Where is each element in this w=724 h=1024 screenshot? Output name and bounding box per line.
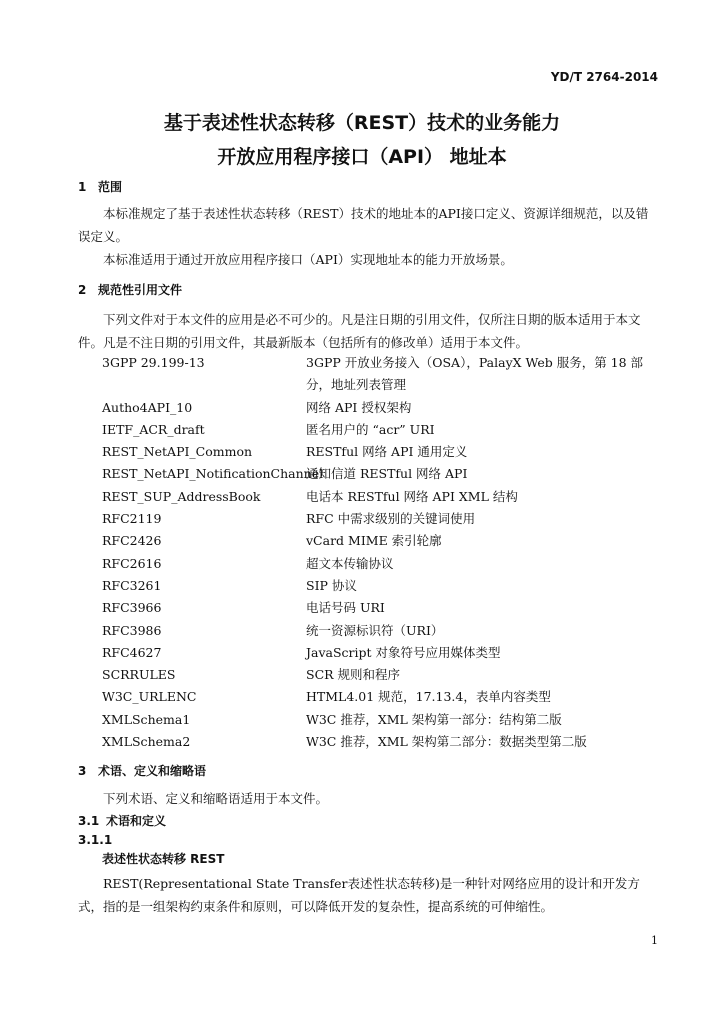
- reference-row: [102, 597, 662, 619]
- reference-description: 网络 API 授权架构: [306, 399, 412, 415]
- reference-row: [102, 575, 662, 597]
- reference-row: [102, 397, 662, 419]
- section-2-heading: [78, 281, 182, 298]
- reference-description: vCard MIME 索引轮廓: [306, 533, 442, 549]
- document-title-line1: 基于表述性状态转移（REST）技术的业务能力: [163, 112, 561, 134]
- reference-code: RFC3986: [102, 622, 162, 638]
- page-number: 1: [651, 934, 658, 947]
- reference-row: [102, 486, 662, 508]
- section-title: 术语、定义和缩略语: [98, 764, 207, 778]
- section-1-heading: [78, 178, 122, 195]
- reference-code: XMLSchema1: [102, 711, 191, 727]
- reference-description: W3C 推荐，XML 架构第二部分：数据类型第二版: [306, 734, 587, 750]
- reference-row: [102, 553, 662, 575]
- reference-description: W3C 推荐，XML 架构第一部分：结构第二版: [306, 711, 562, 727]
- section-2-intro: 下列文件对于本文件的应用是必不可少的。凡是注日期的引用文件，仅所注日期的版本适用于本文件。凡是不注日期的引用文件，其最新版本（包括所有的修改单）适用于本文件。: [78, 312, 641, 350]
- reference-row: [102, 352, 662, 397]
- reference-code: REST_SUP_AddressBook: [102, 488, 261, 504]
- normative-references-list: [102, 352, 662, 753]
- section-title: 范围: [98, 180, 123, 194]
- reference-code: W3C_URLENC: [102, 689, 197, 705]
- reference-description: SIP 协议: [306, 577, 357, 593]
- reference-description: 统一资源标识符（URI）: [306, 622, 444, 638]
- document-title-line2: 开放应用程序接口（API） 地址本: [217, 146, 507, 168]
- reference-code: IETF_ACR_draft: [102, 421, 205, 437]
- reference-code: RFC2616: [102, 555, 162, 571]
- reference-description: SCR 规则和程序: [306, 667, 401, 683]
- reference-description: HTML4.01 规范，17.13.4，表单内容类型: [306, 689, 551, 705]
- reference-row: [102, 686, 662, 708]
- reference-code: RFC3966: [102, 600, 162, 616]
- reference-row: [102, 441, 662, 463]
- reference-row: [102, 463, 662, 485]
- section-1-paragraph-1: 本标准规定了基于表述性状态转移（REST）技术的地址本的API接口定义、资源详细规范，以及错误定义。: [78, 206, 649, 244]
- section-title: 术语和定义: [106, 814, 167, 828]
- reference-code: RFC2119: [102, 511, 162, 527]
- reference-description: 超文本传输协议: [306, 555, 394, 571]
- reference-code: RFC4627: [102, 644, 162, 660]
- section-3-intro: 下列术语、定义和缩略语适用于本文件。: [103, 791, 329, 806]
- reference-description: 3GPP 开放业务接入（OSA），PalayX Web 服务，第 18 部分，地址列表管理: [306, 355, 644, 393]
- reference-code: REST_NetAPI_Common: [102, 444, 253, 460]
- reference-row: [102, 731, 662, 753]
- reference-code: REST_NetAPI_NotificationChannel: [102, 466, 324, 482]
- section-number: 2: [78, 283, 87, 297]
- reference-description: 电话本 RESTful 网络 API XML 结构: [306, 488, 518, 504]
- reference-row: [102, 419, 662, 441]
- reference-row: [102, 642, 662, 664]
- term-definition: REST(Representational State Transfer表述性状态转移)是一种针对网络应用的设计和开发方式，指的是一组架构约束条件和原则，可以降低开发的复杂性，提高系统的可伸缩性。: [78, 876, 640, 914]
- reference-row: [102, 508, 662, 530]
- reference-row: [102, 620, 662, 642]
- subsection-3-1-1-heading: 3.1.1: [78, 833, 113, 847]
- reference-description: JavaScript 对象符号应用媒体类型: [306, 644, 501, 660]
- reference-code: XMLSchema2: [102, 734, 191, 750]
- term-name: 表述性状态转移 REST: [102, 852, 225, 866]
- section-1-paragraph-2: 本标准适用于通过开放应用程序接口（API）实现地址本的能力开放场景。: [103, 252, 513, 267]
- subsection-3-1-heading: [78, 812, 166, 829]
- section-3-heading: [78, 762, 206, 779]
- reference-description: RESTful 网络 API 通用定义: [306, 444, 468, 460]
- section-number: 3.1: [78, 814, 100, 828]
- standard-code: YD/T 2764-2014: [550, 70, 658, 84]
- reference-row: [102, 664, 662, 686]
- section-number: 3: [78, 764, 87, 778]
- reference-description: 匿名用户的 “acr” URI: [306, 421, 435, 437]
- section-number: 1: [78, 180, 87, 194]
- section-title: 规范性引用文件: [98, 283, 183, 297]
- reference-description: RFC 中需求级别的关键词使用: [306, 511, 476, 527]
- reference-description: 电话号码 URI: [306, 600, 385, 616]
- reference-code: RFC2426: [102, 533, 162, 549]
- reference-row: [102, 530, 662, 552]
- reference-description: 通知信道 RESTful 网络 API: [306, 466, 468, 482]
- reference-code: Autho4API_10: [102, 399, 193, 415]
- reference-code: 3GPP 29.199-13: [102, 355, 205, 370]
- reference-code: SCRRULES: [102, 667, 176, 683]
- reference-row: [102, 709, 662, 731]
- reference-code: RFC3261: [102, 577, 162, 593]
